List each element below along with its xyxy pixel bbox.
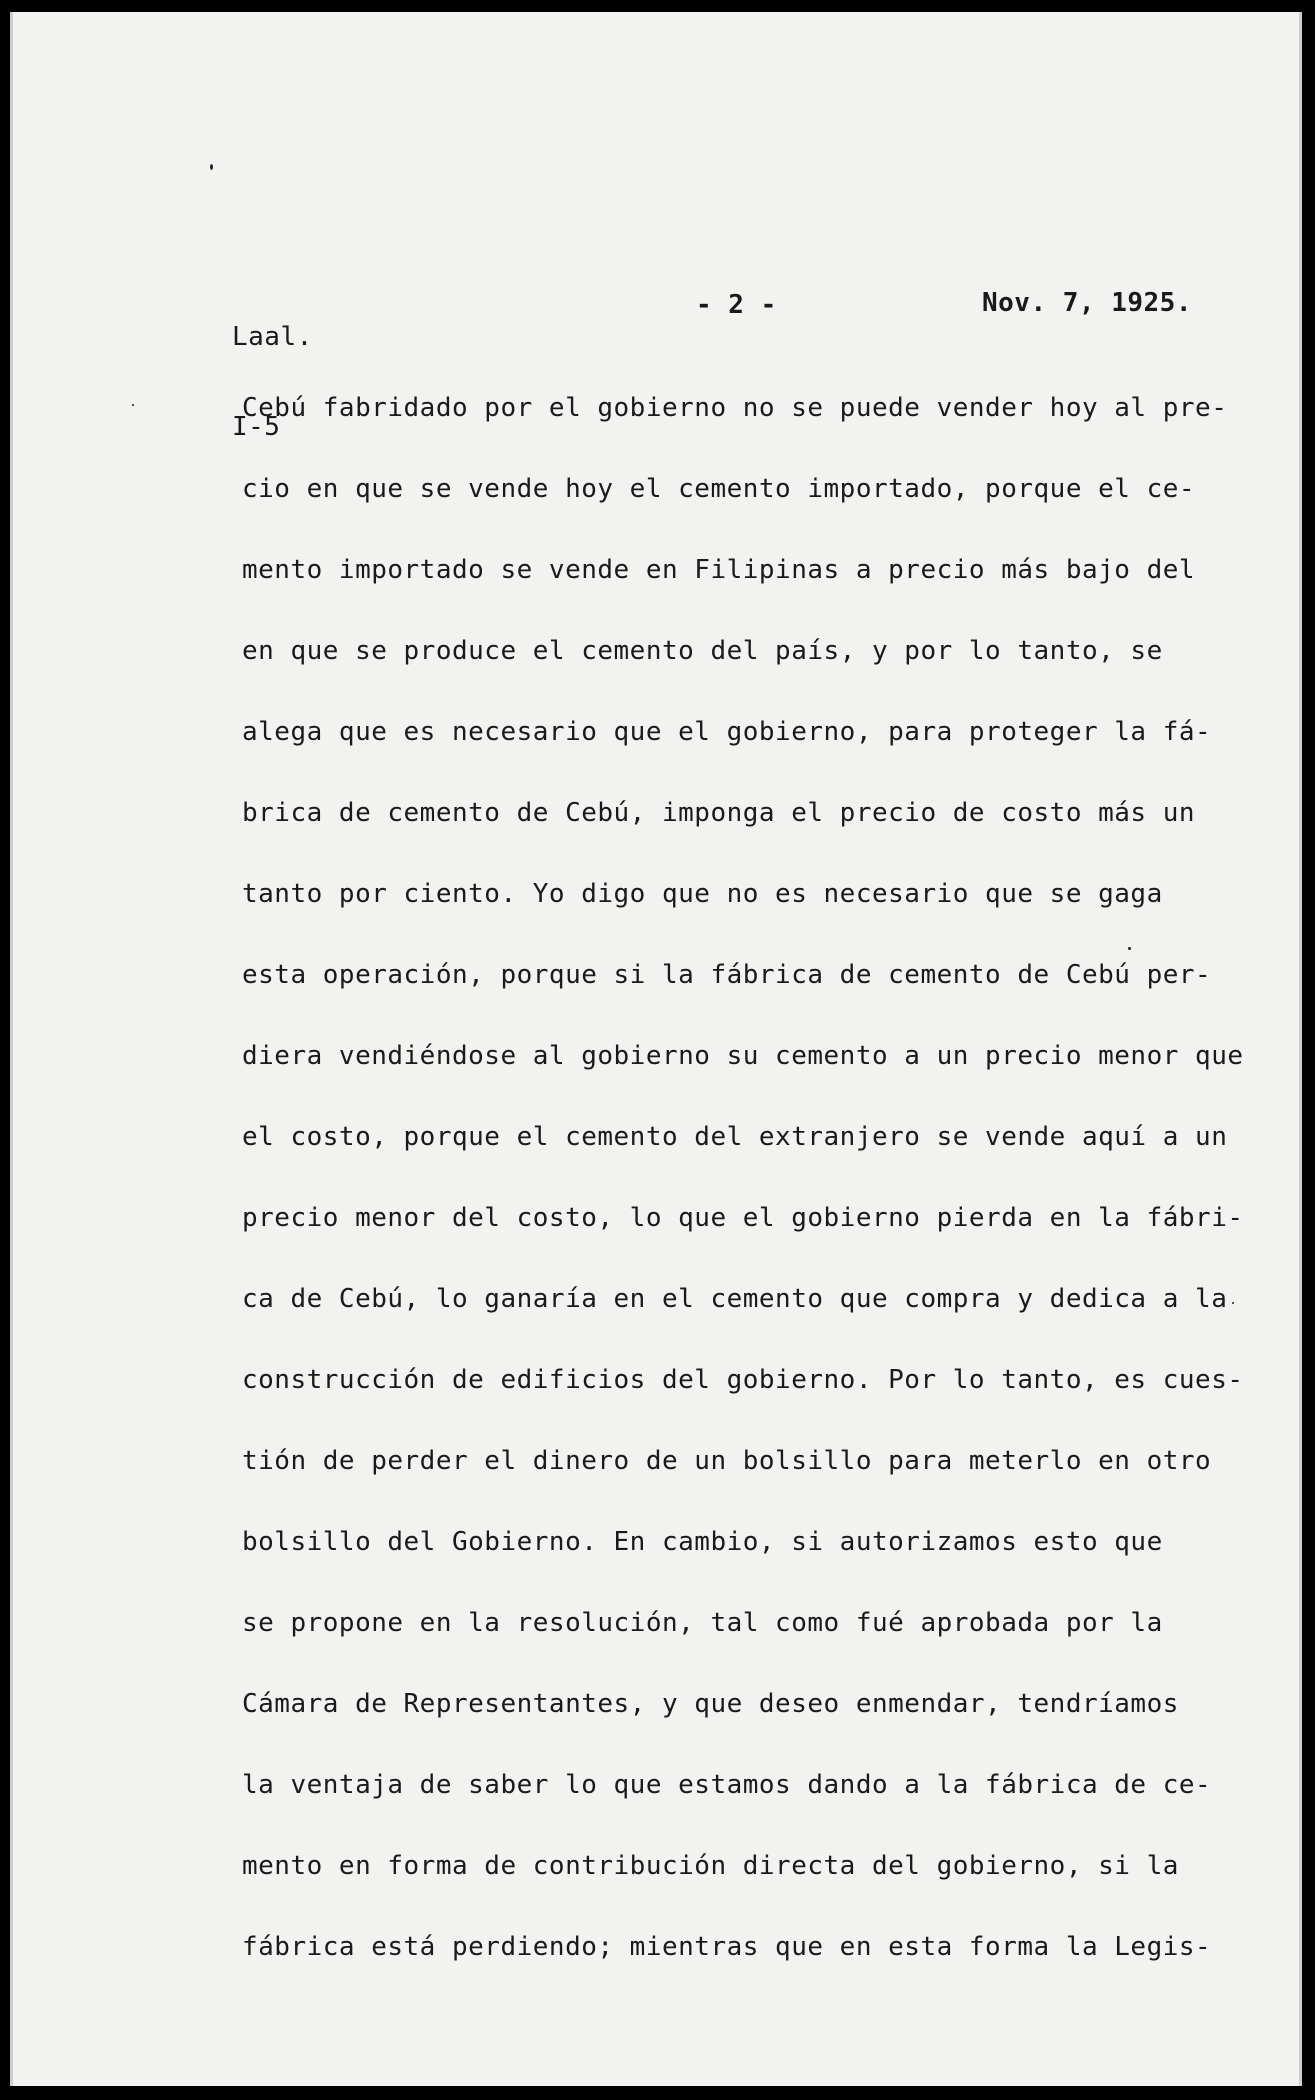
text-line: esta operación, porque si la fábrica de cemento de Cebú per- bbox=[242, 960, 1212, 990]
reference-code bbox=[232, 262, 313, 502]
page-number: - 2 - bbox=[696, 290, 777, 320]
text-line: Cebú fabridado por el gobierno no se puede vender hoy al pre- bbox=[242, 393, 1228, 423]
ink-speck bbox=[1128, 947, 1131, 950]
text-line: el costo, porque el cemento del extranjero se vende aquí a un bbox=[242, 1122, 1228, 1152]
text-line: construcción de edificios del gobierno. Por lo tanto, es cues- bbox=[242, 1365, 1244, 1395]
text-line: en que se produce el cemento del país, y por lo tanto, se bbox=[242, 636, 1163, 666]
text-line: alega que es necesario que el gobierno, para proteger la fá- bbox=[242, 717, 1212, 747]
text-line: brica de cemento de Cebú, imponga el precio de costo más un bbox=[242, 798, 1196, 828]
text-line: mento en forma de contribución directa del gobierno, si la bbox=[242, 1851, 1179, 1881]
text-line: cio en que se vende hoy el cemento importado, porque el ce- bbox=[242, 474, 1196, 504]
text-line: fábrica está perdiendo; mientras que en esta forma la Legis- bbox=[242, 1932, 1212, 1962]
text-line: Cámara de Representantes, y que deseo enmendar, tendríamos bbox=[242, 1689, 1179, 1719]
text-line: bolsillo del Gobierno. En cambio, si autorizamos esto que bbox=[242, 1527, 1163, 1557]
ink-speck bbox=[1232, 1302, 1234, 1304]
text-line: tanto por ciento. Yo digo que no es necesario que se gaga bbox=[242, 879, 1163, 909]
document-page bbox=[10, 12, 1302, 2086]
text-line: precio menor del costo, lo que el gobierno pierda en la fábri- bbox=[242, 1203, 1244, 1233]
text-line: la ventaja de saber lo que estamos dando a la fábrica de ce- bbox=[242, 1770, 1212, 1800]
page-edge-right bbox=[1299, 12, 1302, 2086]
text-line: tión de perder el dinero de un bolsillo para meterlo en otro bbox=[242, 1446, 1212, 1476]
text-line: diera vendiéndose al gobierno su cemento a un precio menor que bbox=[242, 1041, 1244, 1071]
ink-speck bbox=[210, 164, 213, 170]
reference-line-1: Laal. bbox=[232, 322, 313, 352]
document-date: Nov. 7, 1925. bbox=[982, 288, 1192, 318]
reference-line-2: I-5 bbox=[232, 412, 281, 442]
text-line: se propone en la resolución, tal como fué aprobada por la bbox=[242, 1608, 1163, 1638]
text-line: ca de Cebú, lo ganaría en el cemento que compra y dedica a la bbox=[242, 1284, 1228, 1314]
text-line: mento importado se vende en Filipinas a precio más bajo del bbox=[242, 555, 1196, 585]
ink-speck bbox=[132, 404, 134, 406]
page-edge-left bbox=[10, 12, 13, 2086]
